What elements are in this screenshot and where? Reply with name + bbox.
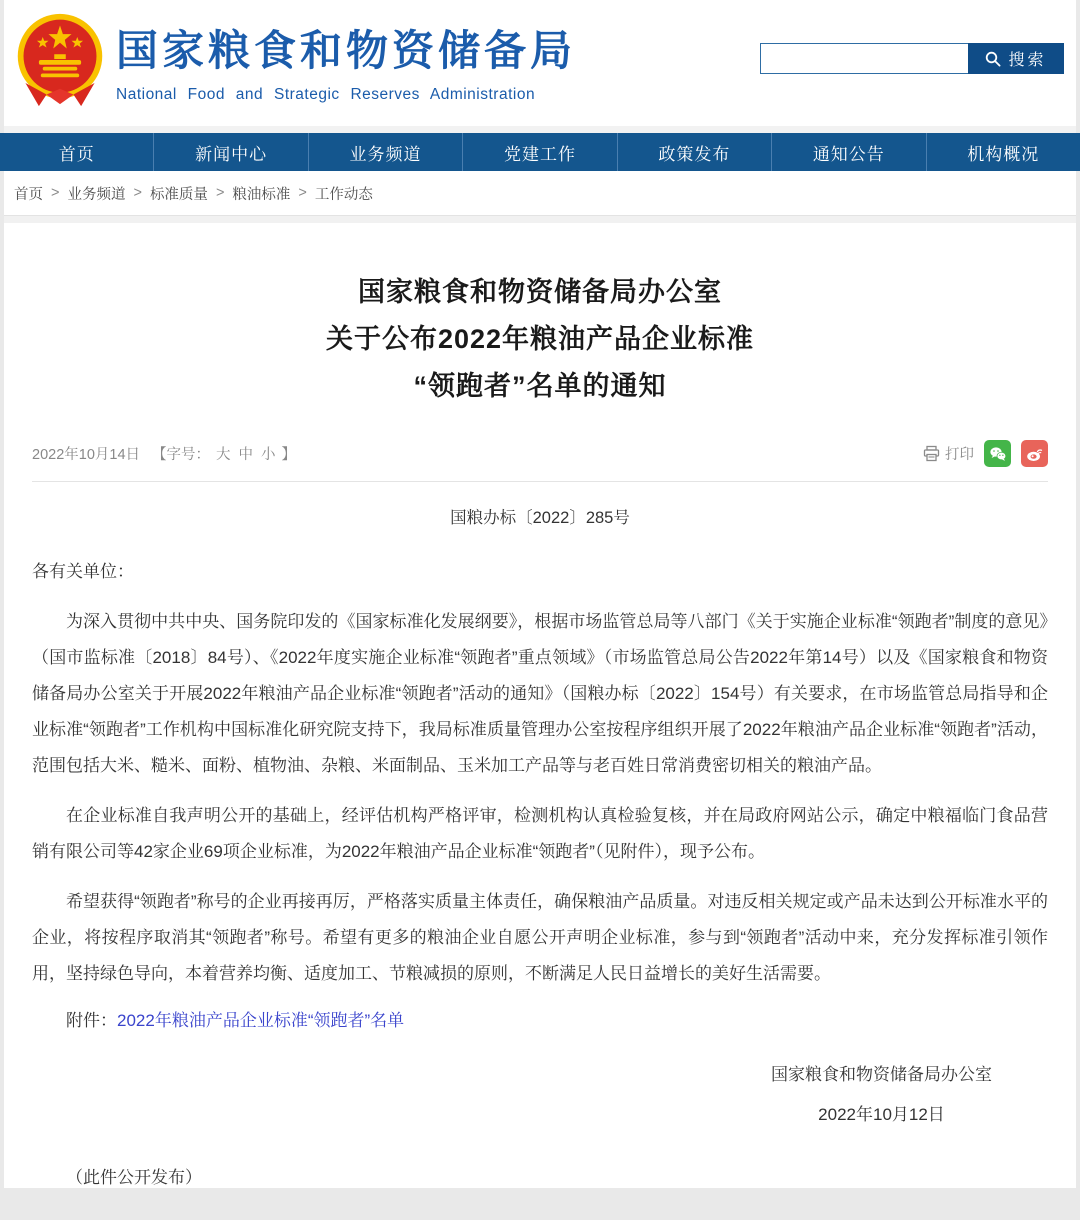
article-body xyxy=(32,554,1048,992)
paragraph-3: 希望获得“领跑者”称号的企业再接再厉，严格落实质量主体责任，确保粮油产品质量。对违反相关规定或产品未达到公开标准水平的企业，将按程序取消其“领跑者”称号。希望有更多的粮油企业自愿公开声明企业标准，参与到“领跑者”活动中来，充分发挥标准引领作用，坚持绿色导向，本着营养均衡、适度加工、节粮减损的原则，不断满足人民日益增长的美好生活需要。 xyxy=(32,892,1048,983)
nav-item-news[interactable]: 新闻中心 xyxy=(154,133,308,171)
breadcrumb-work-updates[interactable]: 工作动态 xyxy=(314,186,373,203)
signer-name: 国家粮食和物资储备局办公室 xyxy=(771,1065,992,1084)
search-button-label: 搜索 xyxy=(1008,52,1047,69)
attachment-link[interactable]: 2022年粮油产品企业标准“领跑者”名单 xyxy=(117,1011,405,1030)
breadcrumb xyxy=(4,171,1076,215)
signature-block xyxy=(32,1055,1048,1135)
article-top-band xyxy=(4,215,1076,223)
font-size-suffix: 】 xyxy=(281,447,297,463)
breadcrumb-standards-quality[interactable]: 标准质量 xyxy=(149,186,208,203)
site-name-en: National Food and Strategic Reserves Administration xyxy=(116,86,536,103)
article-title-line-3: “领跑者”名单的通知 xyxy=(413,371,667,401)
article-meta-right xyxy=(923,440,1048,467)
breadcrumb-home[interactable]: 首页 xyxy=(14,186,43,203)
breadcrumb-business[interactable]: 业务频道 xyxy=(67,186,126,203)
print-button[interactable] xyxy=(923,443,974,464)
breadcrumb-separator: > xyxy=(51,185,60,201)
publish-date: 2022年10月14日 xyxy=(32,447,141,463)
font-size-large-button[interactable]: 大 xyxy=(216,447,231,463)
site-titles xyxy=(116,18,576,104)
font-size-prefix: 【字号： xyxy=(152,447,211,463)
share-wechat-button[interactable] xyxy=(984,440,1011,467)
site-header xyxy=(4,0,1076,126)
sign-date: 2022年10月12日 xyxy=(818,1105,945,1124)
attachment-label: 附件： xyxy=(66,1011,117,1030)
font-size-medium-button[interactable]: 中 xyxy=(238,447,254,463)
search-button[interactable] xyxy=(968,43,1064,74)
share-weibo-button[interactable] xyxy=(1021,440,1048,467)
breadcrumb-grain-oil-standards[interactable]: 粮油标准 xyxy=(232,186,291,203)
nav-item-about[interactable]: 机构概况 xyxy=(967,144,1040,164)
document-number: 国粮办标〔2022〕285号 xyxy=(450,509,630,527)
article-title xyxy=(32,269,1048,410)
page xyxy=(4,0,1076,1187)
search-input[interactable] xyxy=(760,43,968,74)
print-label: 打印 xyxy=(945,447,974,463)
site-name-zh: 国家粮食和物资储备局 xyxy=(116,29,577,75)
salutation: 各有关单位： xyxy=(32,562,134,581)
nav-item-party[interactable]: 党建工作 xyxy=(463,133,617,171)
article-title-line-1: 国家粮食和物资储备局办公室 xyxy=(358,277,722,307)
breadcrumb-separator: > xyxy=(215,185,225,201)
wechat-icon xyxy=(988,444,1008,464)
national-emblem-logo xyxy=(12,10,108,110)
nav-item-notices[interactable]: 通知公告 xyxy=(772,133,926,171)
nav-item-policy[interactable]: 政策发布 xyxy=(618,133,772,171)
printer-icon xyxy=(923,445,940,462)
paragraph-2: 在企业标准自我声明公开的基础上，经评估机构严格评审，检测机构认真检验复核，并在局政府网站公示，确定中粮福临门食品营销有限公司等42家企业69项企业标准，为2022年粮油产品企业标准“领跑者”（见附件），现予公布。 xyxy=(32,806,1048,861)
search-box xyxy=(760,43,1064,74)
article-meta-left xyxy=(32,443,296,464)
breadcrumb-separator: > xyxy=(298,185,307,201)
article-meta-row xyxy=(32,440,1048,482)
font-size-small-button[interactable]: 小 xyxy=(261,447,276,463)
bottom-band xyxy=(4,1212,1076,1220)
nav-item-home[interactable]: 首页 xyxy=(0,133,154,171)
public-release-note: （此件公开发布） xyxy=(66,1168,202,1187)
nav-item-business[interactable]: 业务频道 xyxy=(309,133,463,171)
search-icon xyxy=(985,51,1001,67)
breadcrumb-separator: > xyxy=(133,185,142,201)
attachment-line xyxy=(32,1006,1048,1031)
article xyxy=(4,269,1076,1188)
header-nav-divider xyxy=(4,126,1076,133)
paragraph-1: 为深入贯彻中共中央、国务院印发的《国家标准化发展纲要》，根据市场监管总局等八部门《关于实施企业标准“领跑者”制度的意见》（国市监标准〔2018〕84号）、《2022年度实施企业标准“领跑者”重点领域》（市场监管总局公告2022年第14号）以及《国家粮食和物资储备局办公室关于开展2022年粮油产品企业标准“领跑者”活动的通知》（国粮办标〔2022〕154号）有关要求，在市场监管总局指导和企业标准“领跑者”工作机构中国标准化研究院支持下，我局标准质量管理办公室按程序组织开展了2022年粮油产品企业标准“领跑者”活动，范围包括大米、糙米、面粉、植物油、杂粮、米面制品、玉米加工产品等与老百姓日常消费密切相关的粮油产品。 xyxy=(32,612,1048,775)
article-title-line-2: 关于公布2022年粮油产品企业标准 xyxy=(325,324,755,354)
main-nav xyxy=(0,133,1080,171)
weibo-icon xyxy=(1025,444,1045,464)
